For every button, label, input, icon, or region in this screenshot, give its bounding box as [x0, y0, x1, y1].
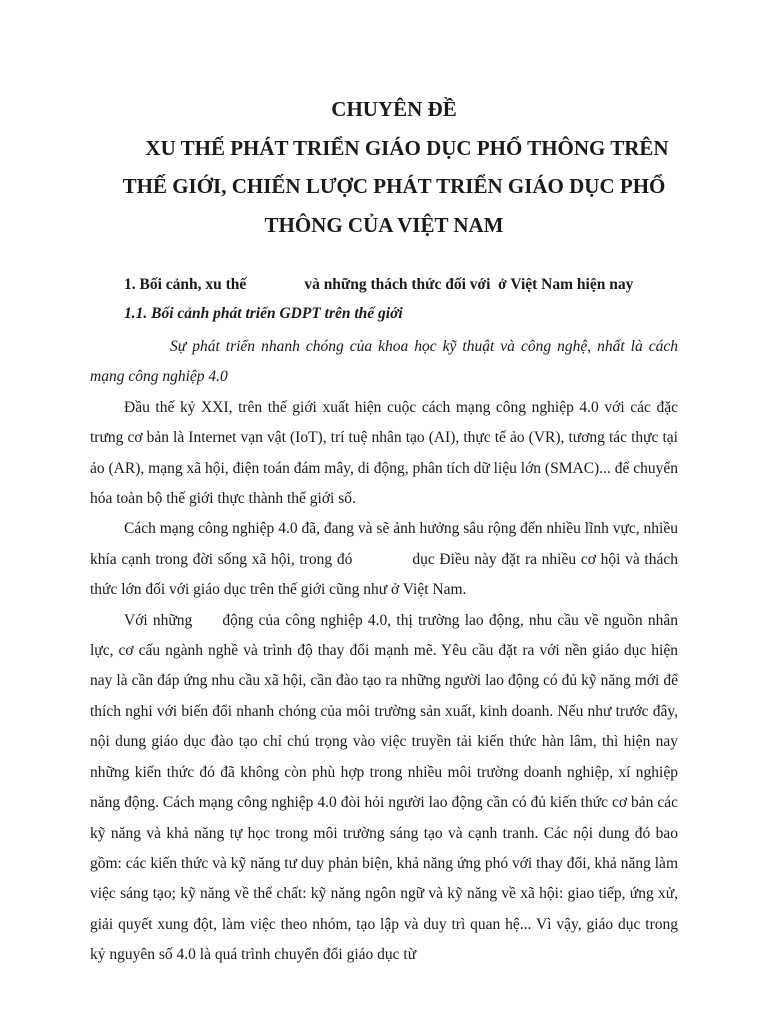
paragraph-3	[90, 606, 678, 971]
section-1-heading	[90, 270, 678, 299]
document-body	[90, 270, 678, 971]
title-line-4: THÔNG CỦA VIỆT NAM	[264, 212, 504, 237]
paragraph-3-part-1: Với những	[124, 611, 193, 629]
section-1-1-heading: 1.1. Bối cảnh phát triển GDPT trên thế giới	[124, 305, 403, 322]
paragraph-3-part-2: động của công nghiệp 4.0, thị trường lao động, nhu cầu về nguồn nhân lực, cơ cấu ngành nghề và trình độ thay đổi mạnh mẽ. Yêu cầu đặt ra với nền giáo dục hiện nay là cần đáp ứng nhu cầu xã hội, cần đào tạo ra những người lao động có đủ kỹ năng mới để thích nghi với biến đổi nhanh chóng của môi trường sản xuất, kinh doanh. Nếu như trước đây, nội dung giáo dục đào tạo chỉ chú trọng vào việc truyền tải kiến thức hàn lâm, thì hiện nay những kiến thức đó đã không còn phù hợp trong nhiều môi trường doanh nghiệp, xí nghiệp năng động. Cách mạng công nghiệp 4.0 đòi hỏi người lao động cần có đủ kiến thức cơ bản các kỹ năng và khả năng tự học trong môi trường sáng tạo và cạnh tranh. Các nội dung đó bao gồm: các kiến thức và kỹ năng tư duy phản biện, khả năng ứng phó với thay đổi, khả năng làm việc sáng tạo; kỹ năng về thể chất: kỹ năng ngôn ngữ và kỹ năng về xã hội: giao tiếp, ứng xử, giải quyết xung đột, làm việc theo nhóm, tạo lập và duy trì quan hệ... Vì vậy, giáo dục trong kỷ nguyên số 4.0 là quá trình chuyển đổi giáo dục từ	[90, 611, 678, 964]
paragraph-2-part-2: dục Điều này đặt ra nhiều cơ hội và thách thức lớn đối với giáo dục trên thế giới cũng như ở Việt Nam.	[90, 550, 678, 599]
paragraph-1: Đầu thế kỷ XXI, trên thế giới xuất hiện cuộc cách mạng công nghiệp 4.0 với các đặc trưng cơ bản là Internet vạn vật (IoT), trí tuệ nhân tạo (AI), thực tế ảo (VR), tương tác thực tại ảo (AR), mạng xã hội, điện toán đám mây, di động, phân tích dữ liệu lớn (SMAC)... để chuyển hóa toàn bộ thế giới thực thành thế giới số.	[90, 398, 678, 508]
title-line-3: THẾ GIỚI, CHIẾN LƯỢC PHÁT TRIỂN GIÁO DỤC PHỔ	[122, 174, 666, 198]
section-1-heading-part-2: và những thách thức đối với ở Việt Nam hiện nay	[304, 276, 634, 293]
section-1-1-lead: Sự phát triển nhanh chóng của khoa học kỹ thuật và công nghệ, nhất là cách mạng công nghiệp 4.0	[90, 338, 678, 386]
document-title	[0, 90, 768, 244]
paragraph-2	[90, 514, 678, 605]
paragraph-2-part-1: Cách mạng công nghiệp 4.0 đã, đang và sẽ ảnh hưởng sâu rộng đến nhiều lĩnh vực, nhiều khía cạnh trong đời sống xã hội, trong đó	[90, 520, 678, 568]
title-line-1: CHUYÊN ĐỀ	[331, 97, 457, 121]
section-1-heading-part-1: 1. Bối cảnh, xu thế	[124, 276, 247, 293]
title-line-2: XU THẾ PHÁT TRIỂN GIÁO DỤC PHỔ THÔNG TRÊN	[145, 135, 669, 160]
